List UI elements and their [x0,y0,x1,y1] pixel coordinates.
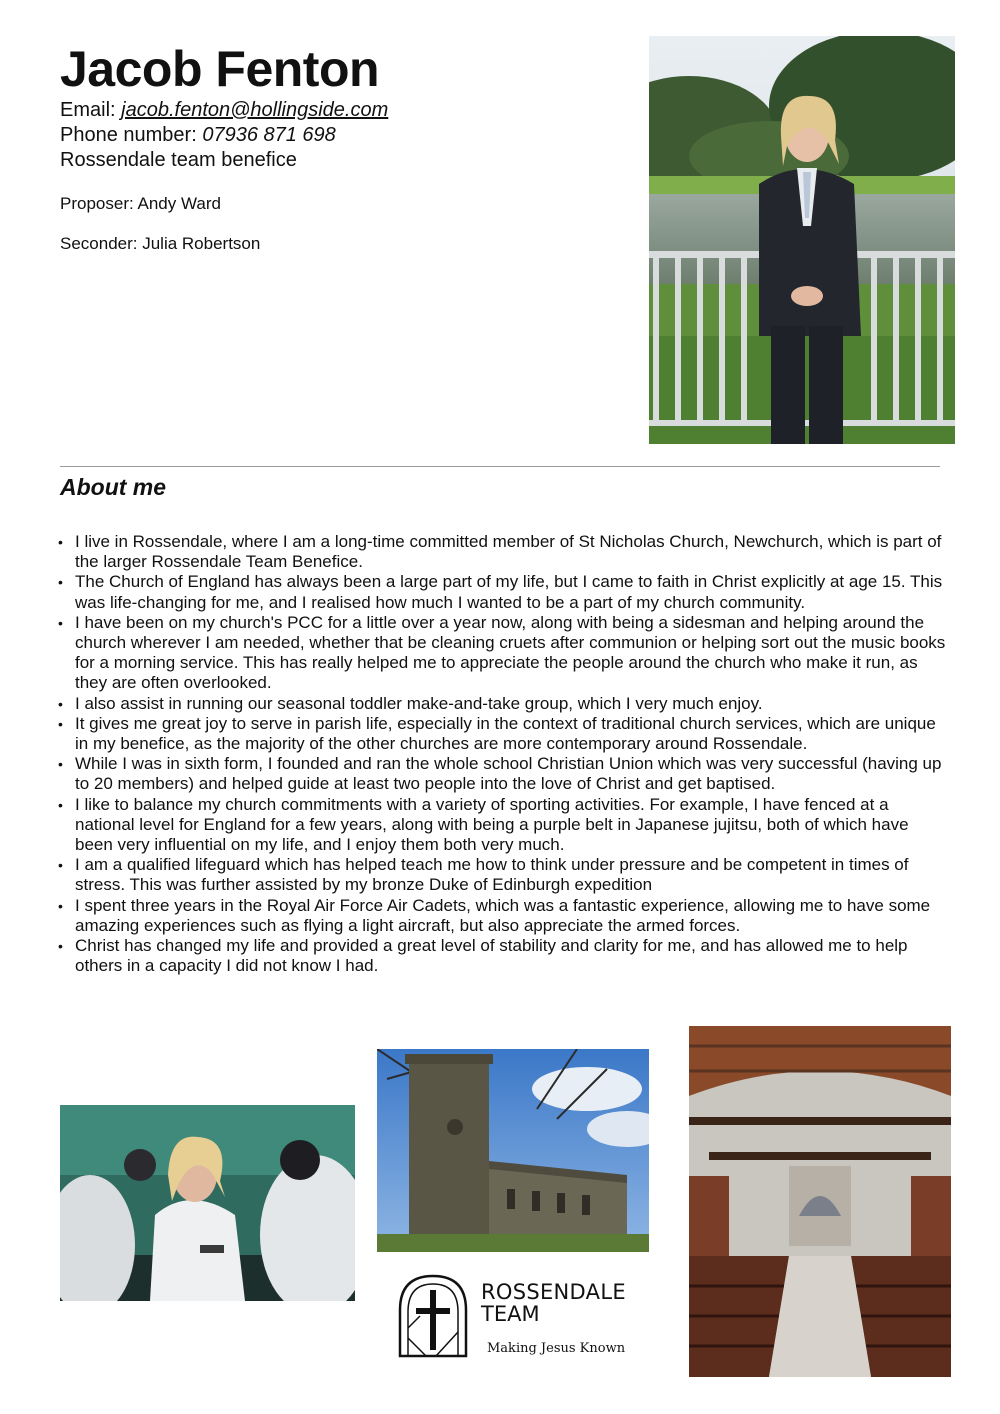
seconder-line: Seconder: Julia Robertson [60,234,261,253]
list-item: • I am a qualified lifeguard which has helped teach me how to think under pressure and be competent in times of stress. This was further assisted by my bronze Duke of Edinburgh expedition [58,855,948,895]
portrait-photo [649,36,955,444]
about-bullet-list [58,532,948,976]
list-item: • I also assist in running our seasonal toddler make-and-take group, which I very much enjoy. [58,694,948,714]
proposer-line: Proposer: Andy Ward [60,194,221,213]
church-interior-photo [689,1026,951,1377]
rossendale-team-logo [396,1270,636,1360]
logo-line-1: ROSSENDALE [481,1280,626,1304]
about-heading: About me [60,474,167,500]
list-item: • The Church of England has always been a large part of my life, but I came to faith in Christ explicitly at age 15. This was life-changing for me, and I realised how much I wanted to be a part of my church community. [58,572,948,612]
email-line [60,98,388,123]
list-item: • I live in Rossendale, where I am a long-time committed member of St Nicholas Church, Newchurch, which is part of the larger Rossendale Team Benefice. [58,532,948,572]
benefice-line: Rossendale team benefice [60,149,297,171]
logo-line-2: TEAM [481,1302,540,1326]
list-item: • It gives me great joy to serve in parish life, especially in the context of traditional church services, which are unique in my benefice, as the majority of the other churches are more contemporary around Rossendale. [58,714,948,754]
candidate-name: Jacob Fenton [60,41,380,97]
church-window-cross-icon [396,1272,471,1358]
email-link[interactable]: jacob.fenton@hollingside.com [121,99,389,121]
email-label: Email: [60,99,116,121]
phone-label: Phone number: [60,124,197,146]
contact-block [60,98,388,173]
phone-number: 07936 871 698 [202,124,336,146]
list-item: • I spent three years in the Royal Air Force Air Cadets, which was a fantastic experience, allowing me to have some amazing experiences such as flying a light aircraft, but also appreciate the armed forces. [58,896,948,936]
list-item: • Christ has changed my life and provided a great level of stability and clarity for me, and has allowed me to help others in a capacity I did not know I had. [58,936,948,976]
list-item: • I have been on my church's PCC for a little over a year now, along with being a sidesman and helping around the church wherever I am needed, whether that be cleaning cruets after communion or helping sort out the music books for a morning service. This has really helped me to appreciate the people around the church who make it run, as they are often overlooked. [58,613,948,694]
section-divider [60,466,940,467]
list-item: • While I was in sixth form, I founded and ran the whole school Christian Union which was very successful (having up to 20 members) and helped guide at least two people into the love of Christ and get baptised. [58,754,948,794]
list-item: • I like to balance my church commitments with a variety of sporting activities. For example, I have fenced at a national level for England for a few years, along with being a purple belt in Japanese jujitsu, both of which have been very influential on my life, and I enjoy them both very much. [58,795,948,856]
phone-line [60,123,388,148]
fencing-photo [60,1105,355,1301]
church-exterior-photo [377,1049,649,1252]
logo-tagline: Making Jesus Known [487,1341,626,1356]
